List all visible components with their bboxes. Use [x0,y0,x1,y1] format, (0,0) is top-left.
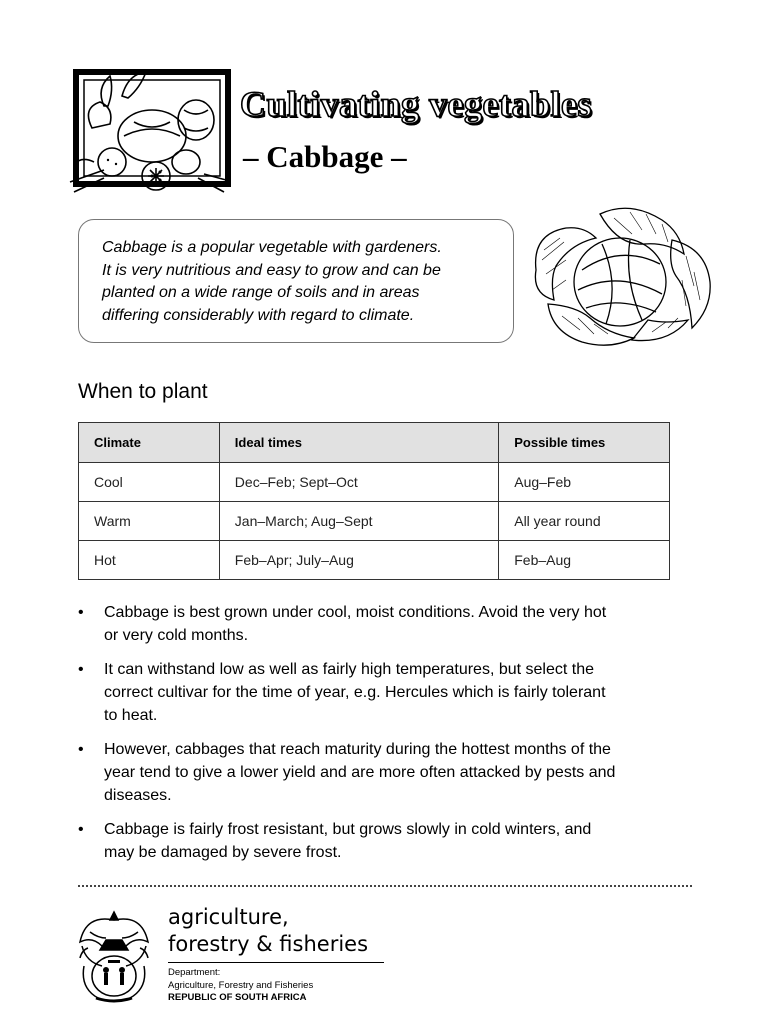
intro-line: differing considerably with regard to climate. [102,306,415,324]
table-cell: Feb–Apr; July–Aug [219,541,498,580]
department-name-line: agriculture, [168,905,289,929]
cabbage-illustration-icon [522,200,718,352]
list-item-line: It can withstand low as well as fairly high temperatures, but select the [104,661,595,678]
list-item-line: Cabbage is best grown under cool, moist conditions. Avoid the very hot [104,604,607,621]
coat-of-arms-icon [76,906,152,1004]
country-name: REPUBLIC OF SOUTH AFRICA [168,992,307,1003]
intro-line: planted on a wide range of soils and in areas [102,284,420,302]
planting-table [78,422,670,580]
bullet-list [78,601,698,875]
list-item-line: However, cabbages that reach maturity during the hottest months of the [104,741,611,758]
vegetables-illustration-icon [64,66,234,202]
bullet-icon: • [78,604,84,621]
table-cell: All year round [499,502,670,541]
list-item-line: may be damaged by severe frost. [104,844,342,861]
table-cell: Aug–Feb [499,463,670,502]
department-name [168,904,368,958]
table-cell: Feb–Aug [499,541,670,580]
intro-line: It is very nutritious and easy to grow and can be [102,261,441,279]
intro-box [78,219,514,343]
table-row [79,502,670,541]
table-cell: Hot [79,541,220,580]
list-item-line: Cabbage is fairly frost resistant, but grows slowly in cold winters, and [104,821,592,838]
table-cell: Dec–Feb; Sept–Oct [219,463,498,502]
list-item-line: or very cold months. [104,627,249,644]
bullet-icon: • [78,821,84,838]
list-item-line: correct cultivar for the time of year, e.g. Hercules which is fairly tolerant [104,684,606,701]
intro-text [102,237,495,327]
department-details [168,967,313,1005]
bullet-icon: • [78,741,84,758]
department-divider [168,962,384,963]
footer-divider [78,885,692,887]
table-row [79,541,670,580]
bullet-icon: • [78,661,84,678]
table-cell: Warm [79,502,220,541]
list-item [78,738,698,807]
list-item-line: to heat. [104,707,158,724]
table-header-climate: Climate [79,423,220,463]
department-label: Department: [168,967,221,978]
section-heading: When to plant [78,380,208,403]
list-item [78,601,698,647]
list-item-line: year tend to give a lower yield and are more often attacked by pests and [104,764,616,781]
table-row [79,463,670,502]
list-item [78,658,698,727]
table-header-possible-times: Possible times [499,423,670,463]
table-header-ideal-times: Ideal times [219,423,498,463]
table-cell: Cool [79,463,220,502]
table-cell: Jan–March; Aug–Sept [219,502,498,541]
page-subtitle: – Cabbage – [243,139,407,174]
list-item-line: diseases. [104,787,172,804]
list-item [78,818,698,864]
department-full-name: Agriculture, Forestry and Fisheries [168,979,314,991]
department-name-line: forestry & fisheries [168,932,369,956]
table-header-row [79,423,670,463]
intro-line: Cabbage is a popular vegetable with gardeners. [102,239,442,256]
page-title: Cultivating vegetables [240,84,592,124]
